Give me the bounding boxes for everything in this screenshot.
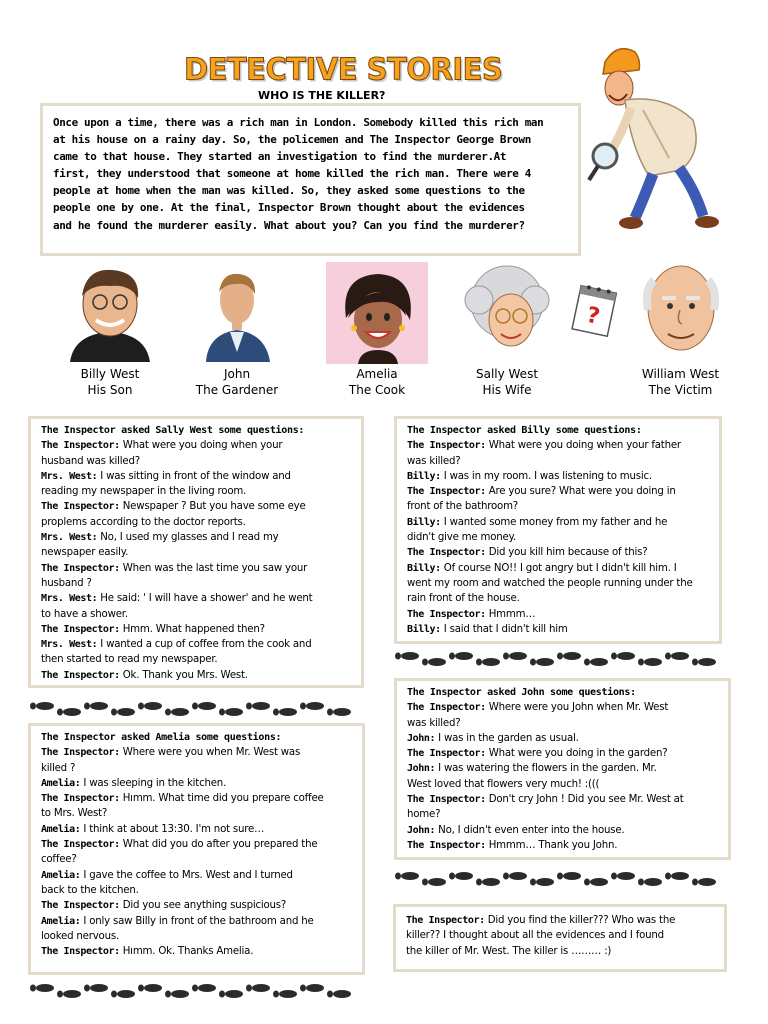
intro-line: and he found the murderer easily. What about you? Can you find the murderer? [53,218,525,232]
footprint-icon [300,702,324,710]
svg-text:?: ? [584,302,602,330]
speaker-label: The Inspector: [407,839,486,851]
dialog-text: Don't cry John ! Did you see Mr. West at [485,794,684,806]
footprint-icon [246,984,270,992]
dialog-line [407,823,720,838]
william-portrait [634,258,728,362]
speaker-label: The Inspector: [407,440,486,452]
footprint-icon [273,990,297,998]
interview-heading: The Inspector asked Amelia some questions: [41,732,282,743]
footprint-icon [449,872,473,880]
dialog-text: to Mrs. West? [41,808,108,820]
intro-line: came to that house. They started an investigation to find the murderer.At [53,150,507,164]
dialog-text: No, I used my glasses and I read my [97,532,279,544]
footprint-icon [422,658,446,666]
amelia-interview-box [28,723,365,975]
footprint-icon [557,872,581,880]
dialog-line [41,438,353,453]
interview-heading: The Inspector asked Billy some questions: [407,425,642,436]
speaker-label: The Inspector: [407,702,486,714]
dialog-text: didn't give me money. [407,532,517,544]
character-role: The Gardener [195,383,279,397]
dialog-text: I was watering the flowers in the garden. Mr. [435,763,657,775]
speaker-label: The Inspector: [407,794,486,806]
dialog-line [407,484,711,499]
dialog-text: I wanted some money from my father and he [440,516,668,528]
dialog-text: rain front of the house. [407,593,520,605]
character-name: Billy West [80,367,140,381]
dialog-line [41,454,353,469]
dialog-text: Hmmm… [485,608,536,620]
footprint-icon [584,878,608,886]
amelia-portrait [326,262,428,364]
interview-heading: The Inspector asked John some questions: [407,687,636,698]
dialog-line [407,607,711,622]
billy-portrait [60,262,160,362]
dialog-text: What were you doing when your father [485,440,681,452]
footprint-icon [165,708,189,716]
dialog-line [41,944,354,959]
dialog-text: proplems according to the doctor reports. [41,516,246,528]
dialog-line [407,499,711,514]
footprint-icon [530,878,554,886]
footprint-icon [111,990,135,998]
dialog-text: looked nervous. [41,930,119,942]
dialog-text: No, I didn't even enter into the house. [435,824,625,836]
dialog-line [41,637,353,652]
dialog-text: Ok. Thank you Mrs. West. [119,669,248,681]
dialog-line [406,928,716,943]
character-billy [55,262,165,398]
calendar-question-icon [570,283,618,341]
dialog-text: I gave the coffee to Mrs. West and I turned [80,869,293,881]
interview-heading: The Inspector asked Sally West some questions: [41,425,305,436]
dialog-line [41,499,353,514]
speaker-label: Amelia: [41,869,81,881]
footprint-icon [665,872,689,880]
dialog-line [407,438,711,453]
dialog-line [41,652,353,667]
footprint-icon [246,702,270,710]
speaker-label: Amelia: [41,915,81,927]
speaker-label: John: [407,824,436,836]
dialog-text: I only saw Billy in front of the bathroom and he [80,915,314,927]
dialog-text: back to the kitchen. [41,884,139,896]
character-name: Amelia [356,367,398,381]
dialog-line [407,746,720,761]
detective-illustration [583,40,733,240]
john-portrait [192,262,282,362]
footprint-icon [638,878,662,886]
footprint-icon [503,652,527,660]
speaker-label: The Inspector: [407,486,486,498]
dialog-text: husband ? [41,577,92,589]
footprint-icon [138,984,162,992]
dialog-line [41,806,354,821]
dialog-text: What were you doing when your [119,440,283,452]
dialog-text: Hmmm… Thank you John. [485,839,618,851]
dialog-line [407,576,711,591]
page-subtitle: WHO IS THE KILLER? [258,89,386,102]
footprint-icon [192,984,216,992]
intro-line: people at home when the man was killed. So, they asked some questions to the [53,184,525,198]
dialog-text: I was in my room. I was listening to music. [440,470,652,482]
dialog-text: Hımm. Ok. Thanks Amelia. [119,946,254,958]
dialog-text: husband was killed? [41,455,140,467]
footprint-icon [57,708,81,716]
dialog-text: was killed? [407,717,461,729]
dialog-line [407,591,711,606]
dialog-line [407,454,711,469]
footprint-icon [476,878,500,886]
footprint-icon [611,652,635,660]
speaker-label: Amelia: [41,823,81,835]
dialog-line [41,837,354,852]
dialog-line [41,761,354,776]
footprint-icon [503,872,527,880]
intro-line: at his house on a rainy day. So, the policemen and The Inspector George Brown [53,133,531,147]
speaker-label: John: [407,763,436,775]
dialog-line [407,761,720,776]
dialog-line [407,469,711,484]
speaker-label: The Inspector: [41,793,120,805]
character-role: His Wife [482,383,532,397]
dialog-line [41,484,353,499]
footprints-divider [395,646,725,668]
speaker-label: Amelia: [41,777,81,789]
dialog-line [41,515,353,530]
dialog-text: When was the last time you saw your [119,562,308,574]
dialog-text: I think at about 13:30. I'm not sure… [80,823,265,835]
dialog-line [41,622,353,637]
dialog-line [41,576,353,591]
intro-line: first, they understood that someone at home killed the rich man. There were 4 [53,167,531,181]
speaker-label: The Inspector: [407,547,486,559]
dialog-text: coffee? [41,854,77,866]
dialog-line [41,822,354,837]
speaker-label: The Inspector: [41,501,120,513]
speaker-label: Billy: [407,516,441,528]
dialog-line [407,545,711,560]
billy-interview-box [394,416,722,644]
dialog-text: killer?? I thought about all the evidences and I found [406,930,664,942]
dialog-line [41,545,353,560]
dialog-line [407,731,720,746]
speaker-label: Mrs. West: [41,593,98,605]
character-name: Sally West [475,367,539,381]
speaker-label: Mrs. West: [41,470,98,482]
dialog-line [406,944,716,959]
dialog-line [407,716,720,731]
dialog-text: Did you see anything suspicious? [119,900,287,912]
dialog-line [41,883,354,898]
dialog-text: Of course NO!! I got angry but I didn't kill him. I [440,562,677,574]
speaker-label: The Inspector: [41,440,120,452]
sally-interview-box [28,416,364,688]
footprints-divider [30,696,360,718]
character-sally [452,262,562,398]
dialog-line [407,838,720,853]
page-title: DETECTIVE STORIES [184,51,503,87]
footprint-icon [584,658,608,666]
speaker-label: The Inspector: [41,839,120,851]
footprint-icon [395,872,419,880]
dialog-text: to have a shower. [41,608,128,620]
footprint-icon [273,708,297,716]
character-name: John [223,367,251,381]
dialog-line [41,561,353,576]
dialog-text: What were you doing in the garden? [485,748,668,760]
footprint-icon [692,878,716,886]
dialog-text: Did you find the killer??? Who was the [484,915,676,926]
footprint-icon [327,990,351,998]
dialog-text: Newspaper ? But you have some eye [119,501,306,513]
speaker-label: The Inspector: [41,946,120,958]
footprint-icon [84,702,108,710]
dialog-text: Hımm. What time did you prepare coffee [119,793,324,805]
speaker-label: The Inspector: [41,562,120,574]
dialog-text: went my room and watched the people running under the [407,577,693,589]
footprint-icon [165,990,189,998]
dialog-line [407,700,720,715]
dialog-line [41,591,353,606]
footprint-icon [395,652,419,660]
sally-portrait [457,262,557,362]
dialog-line [41,868,354,883]
speaker-label: Billy: [407,562,441,574]
footprint-icon [192,702,216,710]
speaker-label: The Inspector: [41,747,120,759]
dialog-text: newspaper easily. [41,547,129,559]
speaker-label: Billy: [407,623,441,635]
dialog-text: West loved that flowers very much! :((( [407,778,600,790]
footprint-icon [327,708,351,716]
dialog-line [407,792,720,807]
character-role: The Cook [348,383,406,397]
footprint-icon [557,652,581,660]
speaker-label: Mrs. West: [41,532,98,544]
dialog-line [41,914,354,929]
speaker-label: The Inspector: [41,669,120,681]
dialog-line [407,561,711,576]
footprint-icon [30,702,54,710]
speaker-label: Billy: [407,470,441,482]
footprint-icon [30,984,54,992]
speaker-label: The Inspector: [407,608,486,620]
footprints-divider [30,978,360,1000]
dialog-line [41,745,354,760]
speaker-label: The Inspector: [406,915,485,926]
dialog-line [407,530,711,545]
dialog-text: home? [407,809,441,821]
character-role: The Victim [648,383,713,397]
dialog-text: front of the bathroom? [407,501,519,513]
footprint-icon [57,990,81,998]
dialog-text: I was in the garden as usual. [435,732,579,744]
footprint-icon [611,872,635,880]
dialog-text: What did you do after you prepared the [119,839,318,851]
footprint-icon [638,658,662,666]
footprint-icon [219,990,243,998]
dialog-line [41,607,353,622]
dialog-line [41,791,354,806]
dialog-text: He said: ' I will have a shower' and he went [97,593,313,605]
dialog-text: was killed? [407,455,461,467]
speaker-label: The Inspector: [41,900,120,912]
speaker-label: The Inspector: [41,623,120,635]
dialog-line [407,622,711,637]
character-name: William West [641,367,720,381]
footprint-icon [449,652,473,660]
dialog-line [41,929,354,944]
final-question-box [393,904,727,972]
footprint-icon [692,658,716,666]
dialog-text: reading my newspaper in the living room. [41,486,247,498]
dialog-line [407,515,711,530]
footprint-icon [476,658,500,666]
dialog-text: I wanted a cup of coffee from the cook and [97,639,312,651]
speaker-label: The Inspector: [407,748,486,760]
dialog-line [41,898,354,913]
intro-line: Once upon a time, there was a rich man in London. Somebody killed this rich man [53,116,544,129]
dialog-text: I said that I didn't kill him [440,623,568,635]
footprint-icon [665,652,689,660]
dialog-text: Did you kill him because of this? [485,547,648,559]
footprints-divider [395,866,725,888]
dialog-line [407,807,720,822]
footprint-icon [84,984,108,992]
dialog-line [41,776,354,791]
footprint-icon [219,708,243,716]
dialog-line [41,668,353,683]
dialog-text: then started to read my newspaper. [41,654,218,666]
footprint-icon [530,658,554,666]
dialog-line [407,777,720,792]
dialog-text: the killer of Mr. West. The killer is ……… :) [406,945,612,957]
dialog-text: I was sleeping in the kitchen. [80,777,227,789]
dialog-text: Where were you John when Mr. West [485,702,669,714]
dialog-text: Hmm. What happened then? [119,623,265,635]
footprint-icon [422,878,446,886]
speaker-label: John: [407,732,436,744]
john-interview-box [394,678,731,860]
character-role: His Son [87,383,133,397]
intro-story-box [40,103,581,256]
dialog-line [41,852,354,867]
dialog-line [406,913,716,928]
footprint-icon [300,984,324,992]
character-john [187,262,287,398]
character-amelia [322,262,432,398]
dialog-line [41,530,353,545]
dialog-text: killed ? [41,762,76,774]
dialog-line [41,469,353,484]
dialog-text: Where were you when Mr. West was [119,747,301,759]
character-william [628,258,733,398]
footprint-icon [138,702,162,710]
intro-line: people one by one. At the final, Inspector Brown thought about the evidences [53,201,525,215]
dialog-text: I was sitting in front of the window and [97,470,291,482]
speaker-label: Mrs. West: [41,639,98,651]
footprint-icon [111,708,135,716]
dialog-text: Are you sure? What were you doing in [485,486,676,498]
